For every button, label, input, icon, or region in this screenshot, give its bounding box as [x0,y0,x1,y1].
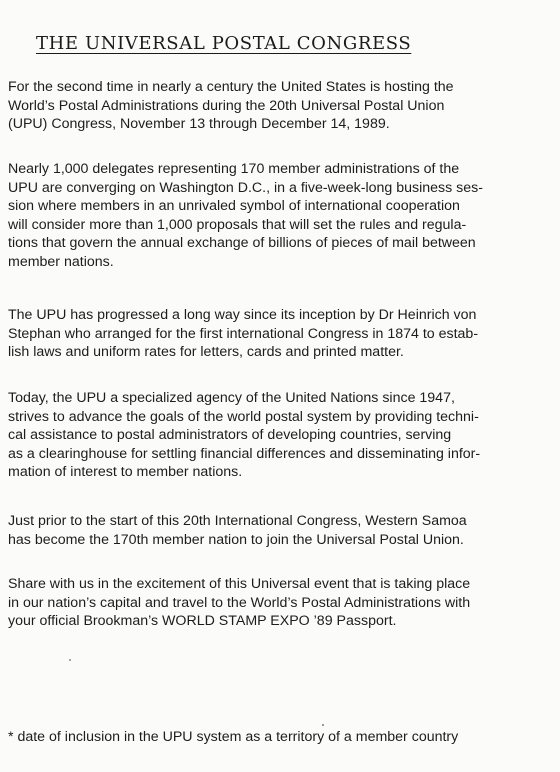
text-line: will consider more than 1,000 proposals that will set the rules and regula- [8,216,467,233]
text-line: has become the 170th member nation to join the Universal Postal Union. [8,531,464,548]
text-line: UPU are converging on Washington D.C., in a five-week-long business ses- [8,179,483,196]
text-line: World’s Postal Administrations during the 20th Universal Postal Union [8,97,445,114]
paper-speck [69,659,71,661]
text-line: as a clearinghouse for settling financial differences and disseminating infor- [8,445,481,462]
text-line: member nations. [8,253,114,270]
text-line: your official Brookman’s WORLD STAMP EXPO ’89 Passport. [8,613,397,630]
text-line: tions that govern the annual exchange of billions of pieces of mail between [8,235,476,252]
text-line: strives to advance the goals of the world postal system by providing techni- [8,408,479,425]
paragraph-today [8,389,544,482]
paragraph-delegates [8,160,544,272]
text-line: Nearly 1,000 delegates representing 170 member administrations of the [8,161,460,177]
paragraph-history [8,306,544,362]
text-line: For the second time in nearly a century the United States is hosting the [8,79,454,95]
text-line: Stephan who arranged for the first international Congress in 1874 to estab- [8,325,479,342]
paragraph-western-samoa [8,512,544,549]
text-line: The UPU has progressed a long way since its inception by Dr Heinrich von [8,307,477,323]
text-line: Just prior to the start of this 20th International Congress, Western Samoa [8,513,467,529]
paragraph-us-hosting [8,78,544,134]
paragraph-share [8,575,544,631]
text-line: sion where members in an unrivaled symbol of international cooperation [8,198,460,215]
text-line: mation of interest to member nations. [8,464,243,481]
text-line: (UPU) Congress, November 13 through December 14, 1989. [8,116,390,133]
text-line: Today, the UPU a specialized agency of the United Nations since 1947, [8,390,455,406]
document-title: THE UNIVERSAL POSTAL CONGRESS [36,33,412,54]
text-line: cal assistance to postal administrators of developing countries, serving [8,427,452,444]
paper-speck [322,724,324,726]
text-line: in our nation’s capital and travel to the World’s Postal Administrations with [8,594,471,611]
footnote: * date of inclusion in the UPU system as a territory of a member country [8,729,459,745]
text-line: lish laws and uniform rates for letters, cards and printed matter. [8,344,404,361]
text-line: Share with us in the excitement of this Universal event that is taking place [8,576,471,592]
